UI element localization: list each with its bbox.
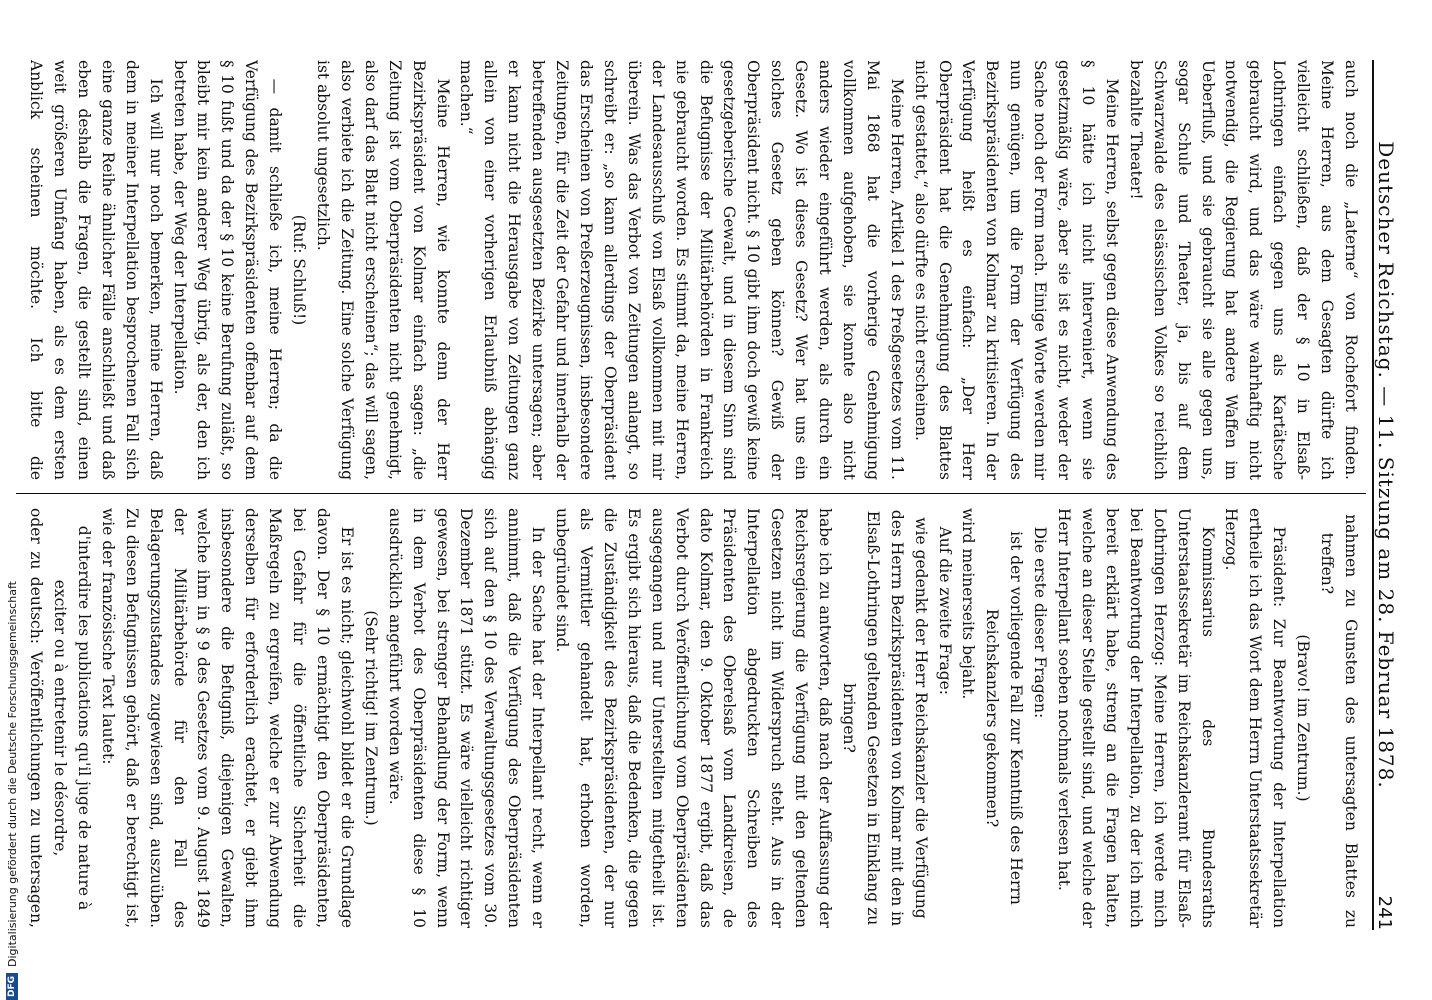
header-title: Deutscher Reichstag. — 11. Sitzung am 28. Februar 1878.: [1374, 141, 1398, 789]
paragraph: Ich will nur noch bemerken, meine Herren, daß dem in meiner Interpellation besprochenen Fall sich eine ganze Reihe ähnlicher Fälle anschließt und daß eben deshalb die Fragen, die gestellt sind, einen weit größeren Umfang haben, als es dem ersten Anblick scheinen möchte. Ich bitte die: [27, 60, 165, 480]
paragraph: auch noch die „Laterne“ von Rochefort finden. Meine Herren, aus dem Gesagten dürfte ich vielleicht schließen, daß der § 10 in Elsaß-Lothringen einfach gegen uns als Kartätsche gebraucht wird, und das wäre wahrhaftig nicht notwendig, die Regierung hat andere Waffen im Ueberfluß, und sie gebraucht sie alle gegen uns, sogar Schule und Theater, ja, bis auf dem Schwarzwalde des elsässischen Volkes so reichlich bezahlte Theater!: [1126, 60, 1360, 480]
page-number: 241: [1374, 895, 1395, 930]
digitization-credit-bar: [0, 0, 24, 1000]
paragraph: Meine Herren, Artikel 1 des Preßgesetzes vom 11. Mai 1868 hat die vorherige Genehmigung vollkommen aufgehoben, sie konnte also nicht anders wieder eingeführt werden, als durch ein Gesetz. Wo ist dieses Gesetz? Wer hat uns ein solches Gesetz geben können? Gewiß der Oberpräsident nicht. § 10 gibt ihm doch gewiß keine gesetzgeberische Gewalt, und in diesem Sinn sind die Befugnisse der Militärbehörden in Frankreich nie gebraucht worden. Es stimmt da, meine Herren, der Landesausschuß von Elsaß vollkommen mit mir überein. Was das Verbot von Zeitungen anlangt, so schreibt er: „so kann allerdings der Oberpräsident das Erscheinen von Preßerzeugnissen, insbesondere Zeitungen, für die Zeit der Gefahr und innerhalb der betreffenden ausgesetzten Bezirke untersagen; aber er kann nicht die Herausgabe von Zeitungen ganz allein von einer vorherigen Erlaubniß abhängig machen.“: [457, 60, 906, 480]
paragraph: oder zu deutsch: Veröffentlichungen zu untersagen,: [27, 508, 46, 928]
interjection: (Sehr richtig! im Zentrum.): [361, 610, 380, 826]
paragraph: Präsident: Zur Beantwortung der Interpellation ertheile ich das Wort dem Herrn Unterstaatssekretär Herzog.: [1222, 508, 1289, 928]
right-text-column: [22, 508, 1362, 928]
column-divider: [16, 493, 1366, 494]
paragraph: Meine Herren, wie konnte denn der Herr Bezirkspräsident von Kolmar einfach sagen: „die Zeitung ist vom Oberpräsidenten nicht genehmigt, also darf das Blatt nicht erscheinen“; das will sagen, also verbiete ich die Zeitung. Eine solche Verfügung ist absolut ungesetzlich.: [314, 60, 452, 480]
paragraph: habe ich zu antworten, daß nach der Auffassung der Reichsregierung die Verfügung mit den geltenden Gesetzen nicht im Widerspruch steht. Aus in der Interpellation abgedruckten Schreiben des Präsidenten des Oberelsaß vom Landkreisen, de dato Kolmar, den 9. Oktober 1877 ergibt, daß das Verbot durch Veröffentlichung vom Oberpräsidenten ausgegangen und nur Unterstellten mitgetheilt ist. Es ergibt sich hieraus, daß die Bedenken, die gegen die Zuständigkeit des Bezirkspräsidenten, der nur als Vermittler gehandelt hat, erhoben worden, unbegründet sind.: [553, 508, 835, 928]
interjection: (Ruf: Schluß!): [290, 214, 309, 326]
paragraph: Die erste dieser Fragen:: [1031, 526, 1050, 719]
interjection: (Bravo! im Zentrum.): [1294, 634, 1313, 802]
paragraph: wird meinerseits bejaht.: [959, 508, 978, 700]
french-quote: d'interdire les publications qu'il juge de nature à exciter ou à entretenir le désordre,: [51, 525, 93, 911]
paragraph: Auf die zweite Frage:: [935, 526, 954, 696]
paragraph: Er ist es nicht; gleichwohl bildet er die Grundlage davon. Der § 10 ermächtigt den Oberpräsidenten, bei Gefahr für die öffentliche Sicherheit die Maßregeln zu ergreifen, welche er zur Abwendung derselben für erforderlich erachtet, er giebt ihm insbesondere die Befugniß, diejenigen Gewalten, welche ihm in § 9 des Gesetzes vom 9. August 1849 der Militärbehörde für den Fall des Belagerungszustandes zugewiesen sind, auszuüben. Zu diesen Befugnissen gehört, daß er berechtigt ist, wie der französische Text lautet:: [98, 508, 356, 928]
left-text-column: [22, 60, 1362, 480]
paragraph: In der Sache hat der Interpellant recht, wenn er annimmt, daß die Verfügung des Oberpräsidenten sich auf den § 10 des Verwaltungsgesetzes vom 30. Dezember 1871 stützt. Es wäre vielleicht richtiger gewesen, bei strenger Behandlung der Form, wenn in dem Verbot des Oberpräsidenten diese § 10 ausdrücklich angeführt worden wäre.: [385, 508, 548, 928]
paragraph: Meine Herren, selbst gegen diese Anwendung des § 10 hätte ich nicht interveniert, wenn sie gesetzmäßig wäre, aber sie ist es nicht, weder der Sache noch der Form nach. Einige Worte werden mir nun genügen, um die Form der Verfügung des Bezirkspräsidenten von Kolmar zu kritisieren. In der Verfügung heißt es einfach: „Der Herr Oberpräsident hat die Genehmigung des Blattes nicht gestattet,“ also dürfte es nicht erscheinen.: [911, 60, 1121, 480]
quoted-question: wie gedenkt der Herr Reichskanzler die Verfügung des Herrn Bezirkspräsidenten von Kolmar mit den in Elsaß-Lothringen geltenden Gesetzen in Einklang zu bringen?: [839, 509, 930, 927]
digitization-credit: Digitalisierung gefördert durch die Deutsche Forschungsgemeinschaft: [5, 581, 19, 967]
paragraph: — damit schließe ich, meine Herren; da die Verfügung des Bezirkspräsidenten offenbar auf dem § 10 fußt und da der § 10 keine Berufung zuläßt, so bleibt mir kein anderer Weg übrig, als der, den ich betreten habe, der Weg der Interpellation.: [170, 60, 285, 480]
running-header: [1372, 60, 1404, 930]
quoted-question: ist der vorliegende Fall zur Kenntniß des Herrn Reichskanzlers gekommen?: [983, 531, 1026, 905]
paragraph: Kommissarius des Bundesraths Unterstaatssekretär im Reichskanzleramt für Elsaß-Lothringen Herzog: Meine Herren, ich werde mich bei Beantwortung der Interpellation, zu der ich mich bereit erklärt habe, streng an die Fragen halten, welche an dieser Stelle gestellt sind, und welche der Herr Interpellant soeben nochmals verlesen hat.: [1055, 508, 1217, 928]
question-item-continued: nahmen zu Gunsten des untersagten Blattes zu treffen?: [1318, 514, 1360, 928]
dfg-logo: DFG: [6, 973, 18, 1000]
